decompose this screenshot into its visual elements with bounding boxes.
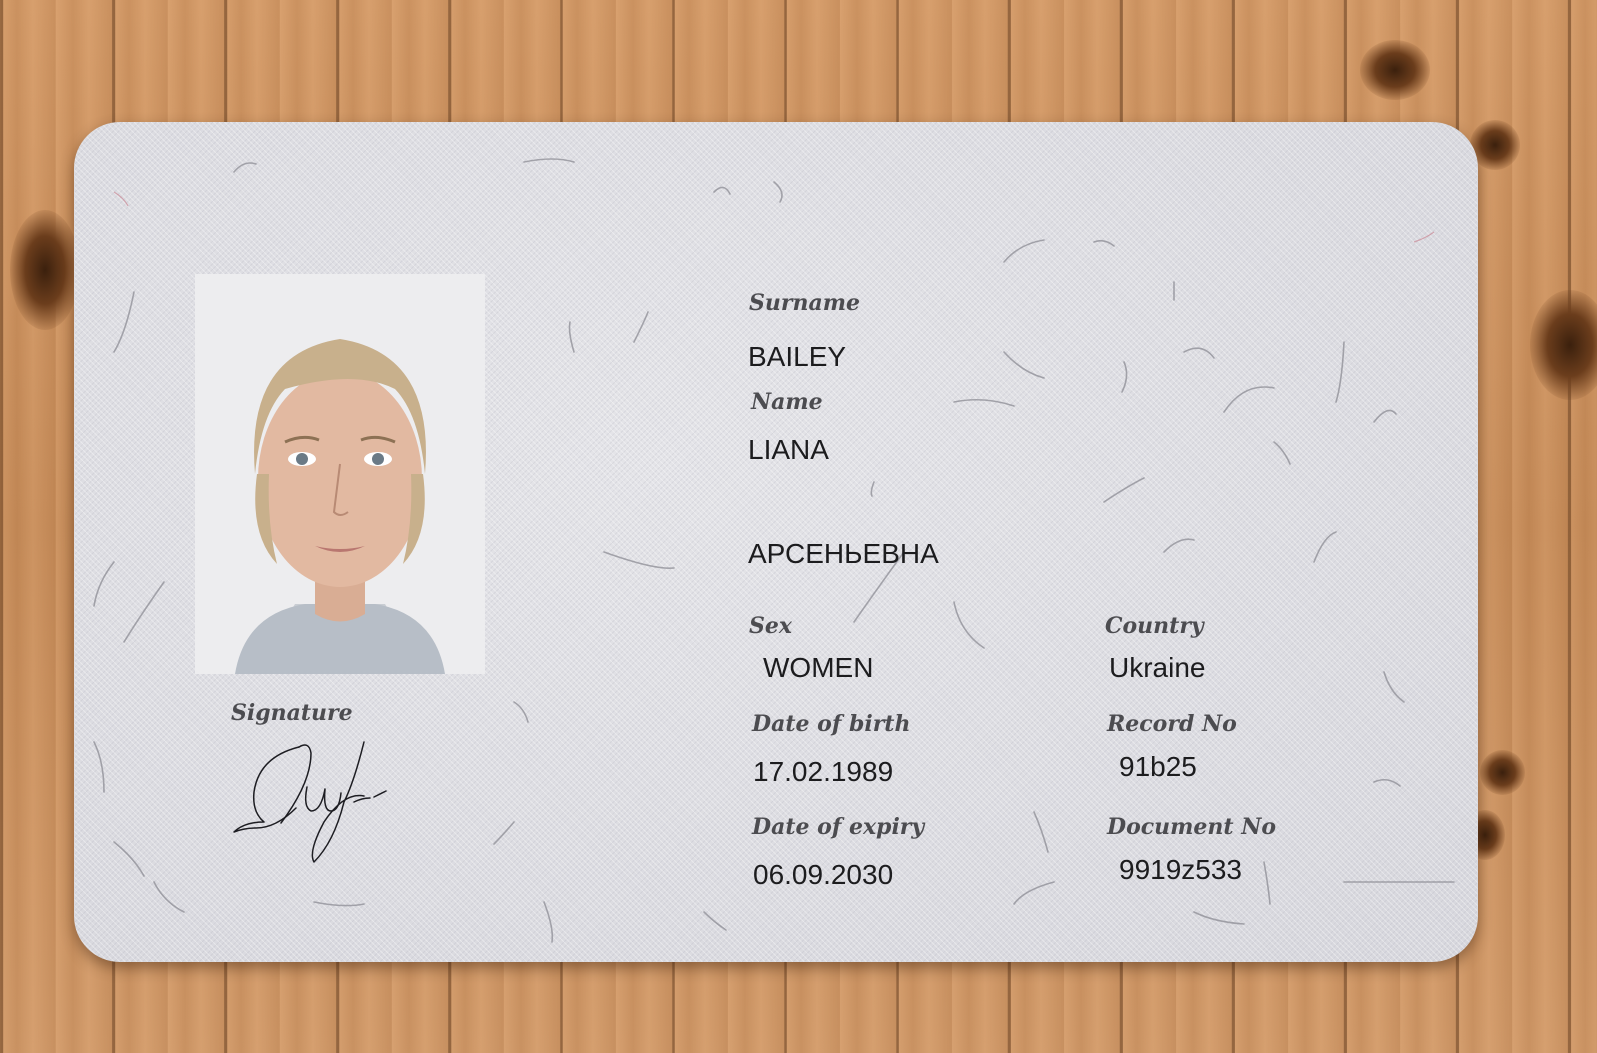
surname-value: BAILEY — [748, 341, 847, 372]
wood-knot — [1360, 40, 1430, 100]
portrait-photo-icon — [195, 274, 485, 674]
surname-label: Surname — [749, 290, 860, 316]
country-label: Country — [1105, 613, 1204, 639]
wood-knot — [10, 210, 80, 330]
sex-value: WOMEN — [763, 652, 874, 683]
portrait-photo — [195, 274, 485, 674]
wood-knot — [1530, 290, 1597, 400]
dob-value: 17.02.1989 — [753, 756, 894, 787]
handwritten-signature-icon — [229, 727, 399, 877]
dob-label: Date of birth — [752, 711, 911, 737]
expiry-value: 06.09.2030 — [753, 859, 894, 890]
wood-knot — [1480, 750, 1525, 795]
patronymic-value: АРСЕНЬЕВНА — [748, 538, 939, 569]
record-number-value: 91b25 — [1119, 751, 1197, 782]
country-value: Ukraine — [1109, 652, 1206, 683]
document-number-label: Document No — [1107, 814, 1277, 840]
document-number-value: 9919z533 — [1119, 854, 1243, 885]
expiry-label: Date of expiry — [752, 814, 925, 840]
name-label: Name — [751, 389, 823, 415]
sex-label: Sex — [749, 613, 793, 639]
id-card — [74, 122, 1478, 962]
signature-label: Signature — [231, 700, 353, 726]
name-value: LIANA — [748, 434, 829, 465]
record-number-label: Record No — [1107, 711, 1237, 737]
